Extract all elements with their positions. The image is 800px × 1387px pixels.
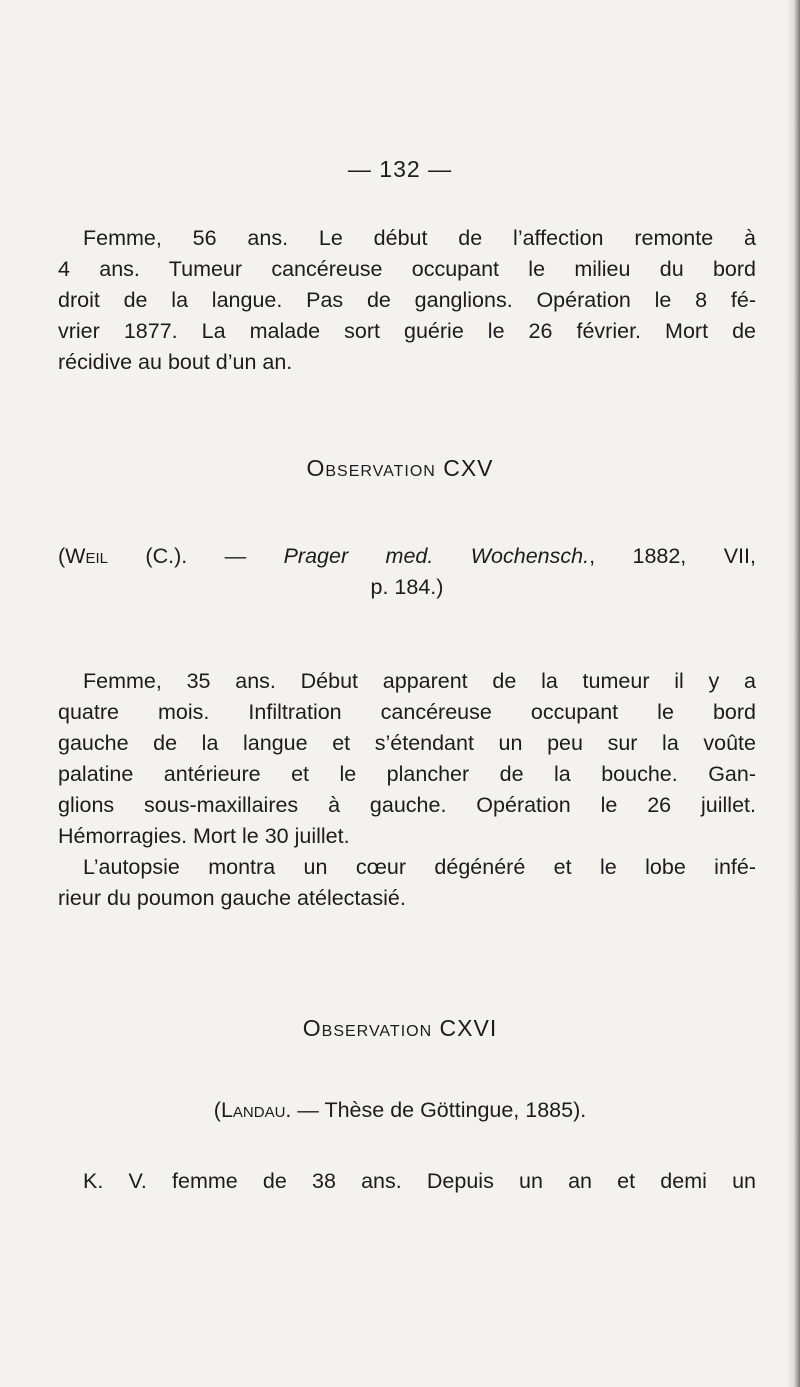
- text-line: 4 ans. Tumeur cancéreuse occupant le milieu du bord: [58, 257, 756, 281]
- observation-cxvi-heading: Observation CXVI: [302, 1015, 498, 1041]
- reference-year-volume: , 1882, VII,: [589, 544, 756, 568]
- observation-cxvi-reference: [0, 1098, 800, 1123]
- text-line: Femme, 56 ans. Le début de l’affection remonte à: [83, 226, 756, 250]
- reference-line: [58, 541, 756, 572]
- reference-journal: Prager med. Wochensch.: [283, 544, 590, 568]
- paragraph-4: [58, 1166, 756, 1197]
- text-line: vrier 1877. La malade sort guérie le 26 février. Mort de: [58, 319, 756, 343]
- text-line: L’autopsie montra un cœur dégénéré et le lobe infé-: [83, 855, 756, 879]
- observation-cxv-reference: [58, 541, 756, 603]
- scan-edge-shadow: [786, 0, 800, 1387]
- paragraph-3: [58, 852, 756, 914]
- reference-source: — Thèse de Göttingue, 1885).: [297, 1098, 587, 1122]
- text-line: K. V. femme de 38 ans. Depuis un an et demi un: [83, 1169, 756, 1193]
- reference-dash: —: [224, 544, 247, 568]
- text-line: quatre mois. Infiltration cancéreuse occupant le bord: [58, 700, 756, 724]
- text-line: Femme, 35 ans. Début apparent de la tumeur il y a: [83, 669, 756, 693]
- text-line: rieur du poumon gauche atélectasié.: [58, 886, 406, 910]
- reference-page: p. 184.): [370, 575, 444, 599]
- paragraph-2: [58, 666, 756, 852]
- text-line: gauche de la langue et s’étendant un peu sur la voûte: [58, 731, 756, 755]
- reference-author: (Landau.: [213, 1098, 292, 1122]
- text-line: droit de la langue. Pas de ganglions. Opération le 8 fé-: [58, 288, 756, 312]
- text-line: glions sous-maxillaires à gauche. Opération le 26 juillet.: [58, 793, 756, 817]
- paragraph-1: [58, 223, 756, 378]
- text-line: Hémorragies. Mort le 30 juillet.: [58, 824, 350, 848]
- observation-cxv-heading: Observation CXV: [306, 455, 494, 481]
- reference-author: (Weil: [58, 544, 108, 568]
- text-line: récidive au bout d’un an.: [58, 350, 293, 374]
- text-line: palatine antérieure et le plancher de la bouche. Gan-: [58, 762, 756, 786]
- reference-initial: (C.).: [145, 544, 188, 568]
- page-number: — 132 —: [347, 156, 453, 182]
